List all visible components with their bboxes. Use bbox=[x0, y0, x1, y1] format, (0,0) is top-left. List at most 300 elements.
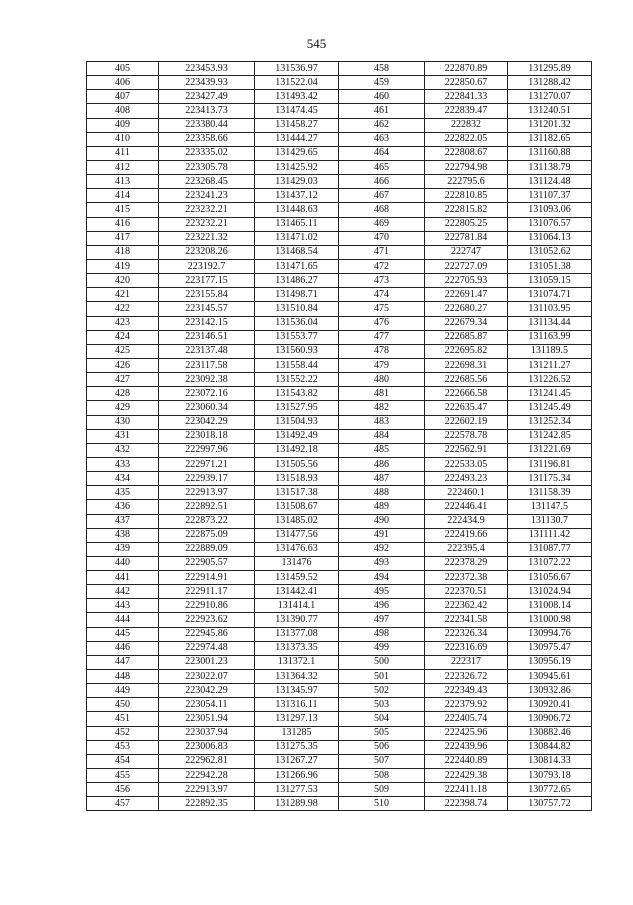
table-row bbox=[87, 62, 592, 76]
y-coordinate-cell: 131008.14 bbox=[508, 599, 592, 613]
x-coordinate-cell: 222923.62 bbox=[159, 613, 255, 627]
x-coordinate-cell: 223427.49 bbox=[159, 90, 255, 104]
point-number-cell: 464 bbox=[339, 146, 425, 160]
point-number-cell: 441 bbox=[87, 571, 159, 585]
x-coordinate-cell: 223146.51 bbox=[159, 330, 255, 344]
point-number-cell: 480 bbox=[339, 373, 425, 387]
y-coordinate-cell: 131285 bbox=[255, 726, 339, 740]
x-coordinate-cell: 222850.67 bbox=[425, 76, 508, 90]
point-number-cell: 455 bbox=[87, 769, 159, 783]
table-row bbox=[87, 712, 592, 726]
point-number-cell: 410 bbox=[87, 132, 159, 146]
y-coordinate-cell: 131504.93 bbox=[255, 415, 339, 429]
y-coordinate-cell: 131505.56 bbox=[255, 457, 339, 471]
point-number-cell: 448 bbox=[87, 670, 159, 684]
x-coordinate-cell: 223001.23 bbox=[159, 655, 255, 669]
y-coordinate-cell: 131289.98 bbox=[255, 797, 339, 811]
x-coordinate-cell: 222317 bbox=[425, 655, 508, 669]
y-coordinate-cell: 131297.13 bbox=[255, 712, 339, 726]
x-coordinate-cell: 223335.02 bbox=[159, 146, 255, 160]
x-coordinate-cell: 222781.84 bbox=[425, 231, 508, 245]
y-coordinate-cell: 131448.63 bbox=[255, 203, 339, 217]
y-coordinate-cell: 130975.47 bbox=[508, 641, 592, 655]
table-row bbox=[87, 443, 592, 457]
table-row bbox=[87, 599, 592, 613]
y-coordinate-cell: 131536.04 bbox=[255, 316, 339, 330]
point-number-cell: 488 bbox=[339, 486, 425, 500]
point-number-cell: 486 bbox=[339, 457, 425, 471]
y-coordinate-cell: 131134.44 bbox=[508, 316, 592, 330]
point-number-cell: 408 bbox=[87, 104, 159, 118]
point-number-cell: 452 bbox=[87, 726, 159, 740]
y-coordinate-cell: 131485.02 bbox=[255, 514, 339, 528]
table-row bbox=[87, 698, 592, 712]
point-number-cell: 446 bbox=[87, 641, 159, 655]
y-coordinate-cell: 131138.79 bbox=[508, 160, 592, 174]
point-number-cell: 409 bbox=[87, 118, 159, 132]
table-row bbox=[87, 514, 592, 528]
coordinates-table bbox=[86, 61, 592, 811]
x-coordinate-cell: 222971.21 bbox=[159, 457, 255, 471]
point-number-cell: 508 bbox=[339, 769, 425, 783]
table-row bbox=[87, 457, 592, 471]
y-coordinate-cell: 131518.93 bbox=[255, 472, 339, 486]
y-coordinate-cell: 131364.32 bbox=[255, 670, 339, 684]
y-coordinate-cell: 131103.95 bbox=[508, 302, 592, 316]
table-row bbox=[87, 401, 592, 415]
x-coordinate-cell: 223142.15 bbox=[159, 316, 255, 330]
y-coordinate-cell: 131471.65 bbox=[255, 259, 339, 273]
x-coordinate-cell: 222460.1 bbox=[425, 486, 508, 500]
table-row bbox=[87, 373, 592, 387]
y-coordinate-cell: 131444.27 bbox=[255, 132, 339, 146]
y-coordinate-cell: 131052.62 bbox=[508, 245, 592, 259]
y-coordinate-cell: 131492.18 bbox=[255, 443, 339, 457]
table-row bbox=[87, 302, 592, 316]
point-number-cell: 469 bbox=[339, 217, 425, 231]
y-coordinate-cell: 131498.71 bbox=[255, 288, 339, 302]
x-coordinate-cell: 222910.86 bbox=[159, 599, 255, 613]
x-coordinate-cell: 222747 bbox=[425, 245, 508, 259]
y-coordinate-cell: 131189.5 bbox=[508, 344, 592, 358]
x-coordinate-cell: 222873.22 bbox=[159, 514, 255, 528]
point-number-cell: 456 bbox=[87, 783, 159, 797]
table-row bbox=[87, 358, 592, 372]
x-coordinate-cell: 222997.96 bbox=[159, 443, 255, 457]
x-coordinate-cell: 222326.34 bbox=[425, 627, 508, 641]
y-coordinate-cell: 131517.38 bbox=[255, 486, 339, 500]
point-number-cell: 425 bbox=[87, 344, 159, 358]
table-row bbox=[87, 655, 592, 669]
y-coordinate-cell: 131560.93 bbox=[255, 344, 339, 358]
table-row bbox=[87, 585, 592, 599]
x-coordinate-cell: 222914.91 bbox=[159, 571, 255, 585]
y-coordinate-cell: 131543.82 bbox=[255, 387, 339, 401]
table-row bbox=[87, 486, 592, 500]
x-coordinate-cell: 223268.45 bbox=[159, 175, 255, 189]
y-coordinate-cell: 131486.27 bbox=[255, 274, 339, 288]
y-coordinate-cell: 131476.63 bbox=[255, 542, 339, 556]
point-number-cell: 418 bbox=[87, 245, 159, 259]
x-coordinate-cell: 223232.21 bbox=[159, 217, 255, 231]
point-number-cell: 459 bbox=[339, 76, 425, 90]
point-number-cell: 506 bbox=[339, 740, 425, 754]
x-coordinate-cell: 222439.96 bbox=[425, 740, 508, 754]
point-number-cell: 500 bbox=[339, 655, 425, 669]
point-number-cell: 433 bbox=[87, 457, 159, 471]
x-coordinate-cell: 222962.81 bbox=[159, 754, 255, 768]
point-number-cell: 422 bbox=[87, 302, 159, 316]
table-row bbox=[87, 76, 592, 90]
y-coordinate-cell: 130844.82 bbox=[508, 740, 592, 754]
y-coordinate-cell: 131429.65 bbox=[255, 146, 339, 160]
x-coordinate-cell: 222841.33 bbox=[425, 90, 508, 104]
x-coordinate-cell: 222913.97 bbox=[159, 783, 255, 797]
y-coordinate-cell: 130772.65 bbox=[508, 783, 592, 797]
x-coordinate-cell: 223177.15 bbox=[159, 274, 255, 288]
y-coordinate-cell: 131437.12 bbox=[255, 189, 339, 203]
point-number-cell: 491 bbox=[339, 528, 425, 542]
y-coordinate-cell: 131277.53 bbox=[255, 783, 339, 797]
x-coordinate-cell: 222945.86 bbox=[159, 627, 255, 641]
point-number-cell: 503 bbox=[339, 698, 425, 712]
point-number-cell: 450 bbox=[87, 698, 159, 712]
x-coordinate-cell: 222446.41 bbox=[425, 500, 508, 514]
x-coordinate-cell: 223241.23 bbox=[159, 189, 255, 203]
table-row bbox=[87, 316, 592, 330]
point-number-cell: 457 bbox=[87, 797, 159, 811]
x-coordinate-cell: 223042.29 bbox=[159, 684, 255, 698]
point-number-cell: 415 bbox=[87, 203, 159, 217]
x-coordinate-cell: 223380.44 bbox=[159, 118, 255, 132]
point-number-cell: 449 bbox=[87, 684, 159, 698]
y-coordinate-cell: 131536.97 bbox=[255, 62, 339, 76]
x-coordinate-cell: 223413.73 bbox=[159, 104, 255, 118]
y-coordinate-cell: 131465.11 bbox=[255, 217, 339, 231]
y-coordinate-cell: 131372.1 bbox=[255, 655, 339, 669]
y-coordinate-cell: 131252.34 bbox=[508, 415, 592, 429]
x-coordinate-cell: 222913.97 bbox=[159, 486, 255, 500]
y-coordinate-cell: 131390.77 bbox=[255, 613, 339, 627]
y-coordinate-cell: 130906.72 bbox=[508, 712, 592, 726]
y-coordinate-cell: 131051.38 bbox=[508, 259, 592, 273]
y-coordinate-cell: 131373.35 bbox=[255, 641, 339, 655]
x-coordinate-cell: 222685.87 bbox=[425, 330, 508, 344]
y-coordinate-cell: 131158.39 bbox=[508, 486, 592, 500]
y-coordinate-cell: 131163.99 bbox=[508, 330, 592, 344]
point-number-cell: 417 bbox=[87, 231, 159, 245]
table-row bbox=[87, 528, 592, 542]
y-coordinate-cell: 131093.06 bbox=[508, 203, 592, 217]
x-coordinate-cell: 222349.43 bbox=[425, 684, 508, 698]
table-row bbox=[87, 429, 592, 443]
x-coordinate-cell: 222815.82 bbox=[425, 203, 508, 217]
point-number-cell: 482 bbox=[339, 401, 425, 415]
point-number-cell: 445 bbox=[87, 627, 159, 641]
y-coordinate-cell: 131074.71 bbox=[508, 288, 592, 302]
x-coordinate-cell: 222727.09 bbox=[425, 259, 508, 273]
point-number-cell: 472 bbox=[339, 259, 425, 273]
y-coordinate-cell: 131201.32 bbox=[508, 118, 592, 132]
x-coordinate-cell: 222870.89 bbox=[425, 62, 508, 76]
point-number-cell: 406 bbox=[87, 76, 159, 90]
y-coordinate-cell: 131288.42 bbox=[508, 76, 592, 90]
point-number-cell: 416 bbox=[87, 217, 159, 231]
table-row bbox=[87, 344, 592, 358]
point-number-cell: 420 bbox=[87, 274, 159, 288]
y-coordinate-cell: 131476 bbox=[255, 556, 339, 570]
y-coordinate-cell: 131493.42 bbox=[255, 90, 339, 104]
point-number-cell: 498 bbox=[339, 627, 425, 641]
point-number-cell: 439 bbox=[87, 542, 159, 556]
x-coordinate-cell: 222398.74 bbox=[425, 797, 508, 811]
y-coordinate-cell: 131059.15 bbox=[508, 274, 592, 288]
point-number-cell: 502 bbox=[339, 684, 425, 698]
table-row bbox=[87, 684, 592, 698]
point-number-cell: 499 bbox=[339, 641, 425, 655]
x-coordinate-cell: 223439.93 bbox=[159, 76, 255, 90]
point-number-cell: 474 bbox=[339, 288, 425, 302]
y-coordinate-cell: 131175.34 bbox=[508, 472, 592, 486]
x-coordinate-cell: 222379.92 bbox=[425, 698, 508, 712]
y-coordinate-cell: 131442.41 bbox=[255, 585, 339, 599]
y-coordinate-cell: 131316.11 bbox=[255, 698, 339, 712]
table-row bbox=[87, 613, 592, 627]
point-number-cell: 492 bbox=[339, 542, 425, 556]
table-row bbox=[87, 90, 592, 104]
x-coordinate-cell: 223155.84 bbox=[159, 288, 255, 302]
point-number-cell: 466 bbox=[339, 175, 425, 189]
x-coordinate-cell: 223192.7 bbox=[159, 259, 255, 273]
table-row bbox=[87, 754, 592, 768]
point-number-cell: 493 bbox=[339, 556, 425, 570]
x-coordinate-cell: 222419.66 bbox=[425, 528, 508, 542]
y-coordinate-cell: 131107.37 bbox=[508, 189, 592, 203]
y-coordinate-cell: 131267.27 bbox=[255, 754, 339, 768]
y-coordinate-cell: 131508.67 bbox=[255, 500, 339, 514]
table-row bbox=[87, 641, 592, 655]
x-coordinate-cell: 223060.34 bbox=[159, 401, 255, 415]
x-coordinate-cell: 222635.47 bbox=[425, 401, 508, 415]
point-number-cell: 414 bbox=[87, 189, 159, 203]
x-coordinate-cell: 222974.48 bbox=[159, 641, 255, 655]
point-number-cell: 440 bbox=[87, 556, 159, 570]
x-coordinate-cell: 222679.34 bbox=[425, 316, 508, 330]
y-coordinate-cell: 131000.98 bbox=[508, 613, 592, 627]
y-coordinate-cell: 130932.86 bbox=[508, 684, 592, 698]
x-coordinate-cell: 222425.96 bbox=[425, 726, 508, 740]
point-number-cell: 507 bbox=[339, 754, 425, 768]
point-number-cell: 495 bbox=[339, 585, 425, 599]
point-number-cell: 444 bbox=[87, 613, 159, 627]
point-number-cell: 468 bbox=[339, 203, 425, 217]
point-number-cell: 424 bbox=[87, 330, 159, 344]
point-number-cell: 487 bbox=[339, 472, 425, 486]
x-coordinate-cell: 222795.6 bbox=[425, 175, 508, 189]
x-coordinate-cell: 222395.4 bbox=[425, 542, 508, 556]
table-row bbox=[87, 203, 592, 217]
x-coordinate-cell: 222808.67 bbox=[425, 146, 508, 160]
x-coordinate-cell: 222810.85 bbox=[425, 189, 508, 203]
y-coordinate-cell: 131459.52 bbox=[255, 571, 339, 585]
y-coordinate-cell: 131056.67 bbox=[508, 571, 592, 585]
x-coordinate-cell: 222362.42 bbox=[425, 599, 508, 613]
x-coordinate-cell: 222939.17 bbox=[159, 472, 255, 486]
y-coordinate-cell: 131522.04 bbox=[255, 76, 339, 90]
y-coordinate-cell: 131345.97 bbox=[255, 684, 339, 698]
x-coordinate-cell: 222892.51 bbox=[159, 500, 255, 514]
x-coordinate-cell: 223117.58 bbox=[159, 358, 255, 372]
table-row bbox=[87, 556, 592, 570]
y-coordinate-cell: 131221.69 bbox=[508, 443, 592, 457]
x-coordinate-cell: 222411.18 bbox=[425, 783, 508, 797]
y-coordinate-cell: 131270.07 bbox=[508, 90, 592, 104]
y-coordinate-cell: 130757.72 bbox=[508, 797, 592, 811]
table-row bbox=[87, 217, 592, 231]
point-number-cell: 435 bbox=[87, 486, 159, 500]
x-coordinate-cell: 222429.38 bbox=[425, 769, 508, 783]
point-number-cell: 473 bbox=[339, 274, 425, 288]
x-coordinate-cell: 223022.07 bbox=[159, 670, 255, 684]
point-number-cell: 489 bbox=[339, 500, 425, 514]
x-coordinate-cell: 222695.82 bbox=[425, 344, 508, 358]
point-number-cell: 478 bbox=[339, 344, 425, 358]
y-coordinate-cell: 131468.54 bbox=[255, 245, 339, 259]
table-row bbox=[87, 797, 592, 811]
point-number-cell: 426 bbox=[87, 358, 159, 372]
y-coordinate-cell: 131024.94 bbox=[508, 585, 592, 599]
x-coordinate-cell: 222892.35 bbox=[159, 797, 255, 811]
x-coordinate-cell: 222405.74 bbox=[425, 712, 508, 726]
table-row bbox=[87, 189, 592, 203]
point-number-cell: 479 bbox=[339, 358, 425, 372]
point-number-cell: 481 bbox=[339, 387, 425, 401]
y-coordinate-cell: 131527.95 bbox=[255, 401, 339, 415]
point-number-cell: 501 bbox=[339, 670, 425, 684]
x-coordinate-cell: 222562.91 bbox=[425, 443, 508, 457]
x-coordinate-cell: 222875.09 bbox=[159, 528, 255, 542]
y-coordinate-cell: 131072.22 bbox=[508, 556, 592, 570]
y-coordinate-cell: 131377.08 bbox=[255, 627, 339, 641]
y-coordinate-cell: 131425.92 bbox=[255, 160, 339, 174]
x-coordinate-cell: 222705.93 bbox=[425, 274, 508, 288]
x-coordinate-cell: 222326.72 bbox=[425, 670, 508, 684]
x-coordinate-cell: 223006.83 bbox=[159, 740, 255, 754]
point-number-cell: 429 bbox=[87, 401, 159, 415]
x-coordinate-cell: 223232.21 bbox=[159, 203, 255, 217]
point-number-cell: 485 bbox=[339, 443, 425, 457]
y-coordinate-cell: 131064.13 bbox=[508, 231, 592, 245]
y-coordinate-cell: 131147.5 bbox=[508, 500, 592, 514]
x-coordinate-cell: 223072.16 bbox=[159, 387, 255, 401]
point-number-cell: 438 bbox=[87, 528, 159, 542]
point-number-cell: 447 bbox=[87, 655, 159, 669]
x-coordinate-cell: 222691.47 bbox=[425, 288, 508, 302]
point-number-cell: 413 bbox=[87, 175, 159, 189]
y-coordinate-cell: 130994.76 bbox=[508, 627, 592, 641]
point-number-cell: 504 bbox=[339, 712, 425, 726]
page-number: 545 bbox=[306, 36, 327, 51]
point-number-cell: 454 bbox=[87, 754, 159, 768]
y-coordinate-cell: 131196.81 bbox=[508, 457, 592, 471]
point-number-cell: 437 bbox=[87, 514, 159, 528]
x-coordinate-cell: 223145.57 bbox=[159, 302, 255, 316]
table-row bbox=[87, 330, 592, 344]
table-row bbox=[87, 726, 592, 740]
x-coordinate-cell: 222602.19 bbox=[425, 415, 508, 429]
point-number-cell: 467 bbox=[339, 189, 425, 203]
point-number-cell: 460 bbox=[339, 90, 425, 104]
x-coordinate-cell: 222905.57 bbox=[159, 556, 255, 570]
y-coordinate-cell: 131510.84 bbox=[255, 302, 339, 316]
table-row bbox=[87, 132, 592, 146]
x-coordinate-cell: 223051.94 bbox=[159, 712, 255, 726]
table-row bbox=[87, 118, 592, 132]
x-coordinate-cell: 222341.58 bbox=[425, 613, 508, 627]
point-number-cell: 431 bbox=[87, 429, 159, 443]
y-coordinate-cell: 130945.61 bbox=[508, 670, 592, 684]
y-coordinate-cell: 130814.33 bbox=[508, 754, 592, 768]
x-coordinate-cell: 223018.18 bbox=[159, 429, 255, 443]
point-number-cell: 471 bbox=[339, 245, 425, 259]
x-coordinate-cell: 222889.09 bbox=[159, 542, 255, 556]
table-row bbox=[87, 740, 592, 754]
table-row bbox=[87, 104, 592, 118]
x-coordinate-cell: 222666.58 bbox=[425, 387, 508, 401]
point-number-cell: 494 bbox=[339, 571, 425, 585]
y-coordinate-cell: 131076.57 bbox=[508, 217, 592, 231]
point-number-cell: 510 bbox=[339, 797, 425, 811]
y-coordinate-cell: 130956.19 bbox=[508, 655, 592, 669]
x-coordinate-cell: 222533.05 bbox=[425, 457, 508, 471]
y-coordinate-cell: 131553.77 bbox=[255, 330, 339, 344]
point-number-cell: 434 bbox=[87, 472, 159, 486]
x-coordinate-cell: 222316.69 bbox=[425, 641, 508, 655]
y-coordinate-cell: 131295.89 bbox=[508, 62, 592, 76]
table-row bbox=[87, 274, 592, 288]
point-number-cell: 432 bbox=[87, 443, 159, 457]
y-coordinate-cell: 130882.46 bbox=[508, 726, 592, 740]
x-coordinate-cell: 222578.78 bbox=[425, 429, 508, 443]
table-row bbox=[87, 571, 592, 585]
point-number-cell: 458 bbox=[339, 62, 425, 76]
table-row bbox=[87, 472, 592, 486]
point-number-cell: 490 bbox=[339, 514, 425, 528]
x-coordinate-cell: 222805.25 bbox=[425, 217, 508, 231]
point-number-cell: 428 bbox=[87, 387, 159, 401]
x-coordinate-cell: 222911.17 bbox=[159, 585, 255, 599]
point-number-cell: 509 bbox=[339, 783, 425, 797]
table-row bbox=[87, 245, 592, 259]
y-coordinate-cell: 131130.7 bbox=[508, 514, 592, 528]
x-coordinate-cell: 222370.51 bbox=[425, 585, 508, 599]
x-coordinate-cell: 222685.56 bbox=[425, 373, 508, 387]
y-coordinate-cell: 131245.49 bbox=[508, 401, 592, 415]
table-row bbox=[87, 146, 592, 160]
x-coordinate-cell: 222822.05 bbox=[425, 132, 508, 146]
table-row bbox=[87, 175, 592, 189]
x-coordinate-cell: 223453.93 bbox=[159, 62, 255, 76]
y-coordinate-cell: 131552.22 bbox=[255, 373, 339, 387]
point-number-cell: 442 bbox=[87, 585, 159, 599]
table-row bbox=[87, 542, 592, 556]
table-row bbox=[87, 500, 592, 514]
table-row bbox=[87, 288, 592, 302]
y-coordinate-cell: 131241.45 bbox=[508, 387, 592, 401]
y-coordinate-cell: 130920.41 bbox=[508, 698, 592, 712]
point-number-cell: 461 bbox=[339, 104, 425, 118]
y-coordinate-cell: 131471.02 bbox=[255, 231, 339, 245]
